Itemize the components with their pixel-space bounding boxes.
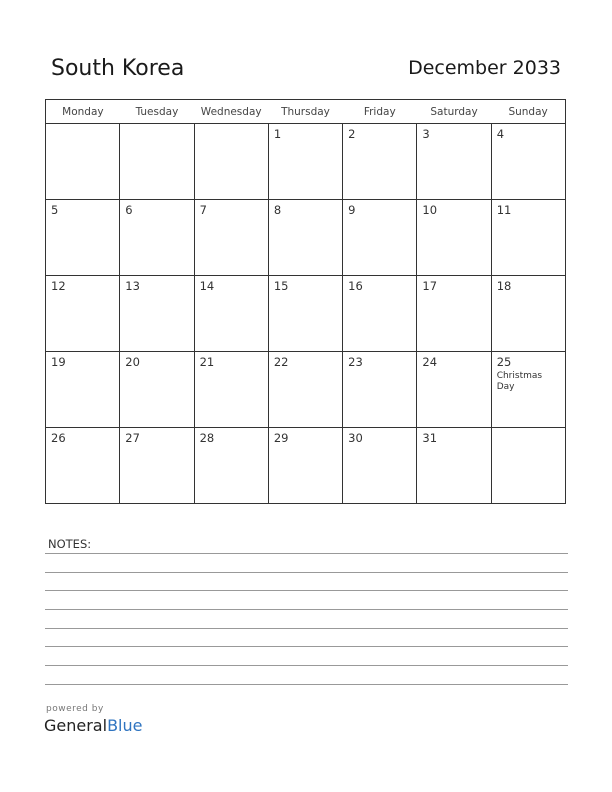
month-title: December 2033 <box>408 57 561 79</box>
day-cell <box>194 276 268 352</box>
weekday-thursday: Thursday <box>268 100 342 124</box>
week-row <box>46 352 566 428</box>
week-row <box>46 200 566 276</box>
weekday-header-row <box>46 100 566 124</box>
day-cell <box>46 428 120 504</box>
day-cell <box>417 428 491 504</box>
day-cell <box>268 428 342 504</box>
day-cell <box>194 352 268 428</box>
day-number: 4 <box>496 127 505 141</box>
weekday-friday: Friday <box>343 100 417 124</box>
day-number: 18 <box>496 279 512 293</box>
week-row <box>46 124 566 200</box>
day-cell <box>120 352 194 428</box>
notes-label: NOTES: <box>48 537 92 551</box>
day-cell <box>120 276 194 352</box>
day-cell <box>417 200 491 276</box>
calendar-grid <box>45 99 566 504</box>
note-line <box>45 684 568 685</box>
day-number: 29 <box>273 431 289 445</box>
week-row <box>46 428 566 504</box>
weekday-monday: Monday <box>46 100 120 124</box>
weekday-sunday: Sunday <box>491 100 565 124</box>
day-cell <box>120 428 194 504</box>
day-number: 13 <box>125 279 140 293</box>
logo-general: General <box>44 716 108 735</box>
day-number: 24 <box>422 355 438 369</box>
weekday-tuesday: Tuesday <box>120 100 194 124</box>
day-number: 3 <box>422 127 430 141</box>
day-number: 27 <box>125 431 140 445</box>
day-number: 31 <box>422 431 438 445</box>
day-cell <box>343 276 417 352</box>
day-number: 23 <box>348 355 363 369</box>
day-cell <box>343 428 417 504</box>
day-cell <box>417 276 491 352</box>
day-cell <box>120 124 194 200</box>
day-number: 28 <box>199 431 215 445</box>
holiday-label: Christmas Day <box>496 371 543 392</box>
day-number: 17 <box>422 279 438 293</box>
powered-by-text: powered by <box>46 704 104 714</box>
day-number: 30 <box>348 431 363 445</box>
day-number: 20 <box>125 355 140 369</box>
day-number: 5 <box>51 203 59 217</box>
note-line <box>45 665 568 666</box>
note-line <box>45 646 568 647</box>
day-number: 10 <box>422 203 438 217</box>
day-cell <box>268 276 342 352</box>
logo-blue: Blue <box>107 716 143 735</box>
day-number: 21 <box>199 355 215 369</box>
day-cell <box>46 124 120 200</box>
day-number: 9 <box>348 203 356 217</box>
day-number: 15 <box>273 279 289 293</box>
day-number: 8 <box>273 203 282 217</box>
day-cell <box>120 200 194 276</box>
day-cell <box>491 276 565 352</box>
week-row <box>46 276 566 352</box>
weekday-wednesday: Wednesday <box>194 100 268 124</box>
day-number: 16 <box>348 279 363 293</box>
day-cell <box>268 352 342 428</box>
note-line <box>45 553 568 554</box>
day-cell <box>194 200 268 276</box>
day-cell <box>417 352 491 428</box>
day-number: 22 <box>273 355 289 369</box>
day-number: 14 <box>199 279 215 293</box>
day-cell <box>268 124 342 200</box>
day-cell <box>46 200 120 276</box>
day-number: 1 <box>273 127 282 141</box>
note-line <box>45 572 568 573</box>
day-number: 7 <box>199 203 207 217</box>
day-number: 25 <box>496 355 512 369</box>
day-number: 2 <box>348 127 356 141</box>
day-cell <box>417 124 491 200</box>
day-cell <box>343 124 417 200</box>
day-cell <box>268 200 342 276</box>
day-cell <box>491 352 565 428</box>
day-cell <box>46 276 120 352</box>
note-line <box>45 609 568 610</box>
day-cell <box>194 428 268 504</box>
generalblue-logo[interactable] <box>44 716 142 735</box>
day-cell <box>343 352 417 428</box>
day-cell <box>491 124 565 200</box>
day-number: 19 <box>51 355 66 369</box>
day-cell <box>343 200 417 276</box>
day-cell <box>194 124 268 200</box>
day-cell <box>491 200 565 276</box>
day-number: 12 <box>51 279 66 293</box>
note-line <box>45 590 568 591</box>
day-number: 11 <box>496 203 512 217</box>
day-cell <box>46 352 120 428</box>
day-cell <box>491 428 565 504</box>
note-line <box>45 628 568 629</box>
weekday-saturday: Saturday <box>417 100 491 124</box>
day-number: 26 <box>51 431 66 445</box>
day-number: 6 <box>125 203 133 217</box>
country-title: South Korea <box>51 56 185 81</box>
